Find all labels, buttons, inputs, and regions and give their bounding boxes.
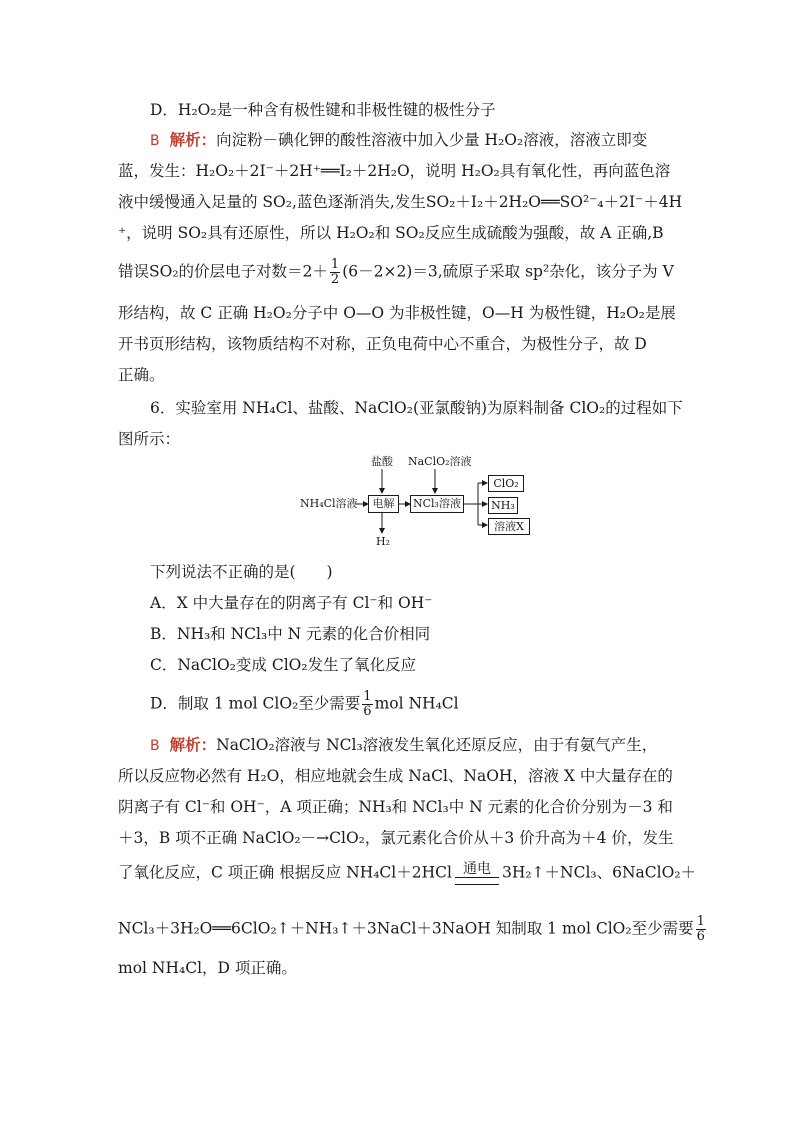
fraction-numerator: 1	[363, 689, 372, 704]
explanation-text: 错误SO₂的价层电子对数＝2＋	[118, 262, 328, 281]
nh4cl-label: NH₄Cl溶液	[300, 497, 358, 510]
analysis-label: 解析：	[169, 130, 217, 149]
electrolysis-condition-arrow	[455, 862, 499, 885]
process-flow-diagram	[300, 455, 530, 550]
option-d	[150, 690, 459, 719]
option-a: A．X 中大量存在的阴离子有 Cl⁻和 OH⁻	[150, 594, 433, 612]
option-text: mol NH₄Cl	[374, 694, 459, 713]
explanation-line	[118, 258, 674, 287]
double-bar-icon	[455, 877, 499, 885]
option-text: D．制取 1 mol ClO₂至少需要	[150, 694, 361, 713]
explanation-text: 向淀粉－碘化钾的酸性溶液中加入少量 H₂O₂溶液，溶液立即变	[216, 131, 648, 149]
answer-letter: B	[150, 738, 160, 754]
fraction	[362, 690, 372, 719]
hcl-label: 盐酸	[371, 455, 393, 468]
h2-label: H₂	[376, 535, 391, 548]
fraction-denominator: 6	[363, 704, 372, 719]
ncl3-box: NCl₃溶液	[410, 495, 464, 513]
explanation-line: ⁺，说明 SO₂具有还原性，所以 H₂O₂和 SO₂反应生成硫酸为强酸，故 A 正确,B	[118, 224, 664, 242]
nh3-box: NH₃	[488, 497, 518, 514]
explanation-text: 3H₂↑＋NCl₃、6NaClO₂＋	[501, 863, 697, 882]
question-stem: 6．实验室用 NH₄Cl、盐酸、NaClO₂(亚氯酸钠)为原料制备 ClO₂的过程如下	[150, 399, 683, 417]
explanation-line: ＋3，B 项不正确 NaClO₂－→ClO₂，氯元素化合价从＋3 价升高为＋4 价，发生	[118, 829, 674, 847]
explanation-line: 液中缓慢通入足量的 SO₂,蓝色逐渐消失,发生SO₂＋I₂＋2H₂O══SO²⁻₄＋2I⁻＋4H	[118, 193, 683, 211]
explanation-line: 所以反应物必然有 H₂O，相应地就会生成 NaCl、NaOH，溶液 X 中大量存在的	[118, 767, 673, 785]
solution-x-box: 溶液X	[488, 518, 530, 535]
explanation-line	[150, 130, 647, 151]
explanation-line: 开书页形结构，该物质结构不对称，正负电荷中心不重合，为极性分子，故 D	[118, 335, 647, 353]
question-prompt: 下列说法不正确的是( )	[150, 563, 333, 581]
fraction-denominator: 6	[696, 929, 705, 944]
explanation-line: 形结构，故 C 正确 H₂O₂分子中 O—O 为非极性键，O—H 为极性键，H₂O₂是展	[118, 304, 676, 322]
explanation-line: 阴离子有 Cl⁻和 OH⁻，A 项正确；NH₃和 NCl₃中 N 元素的化合价分别为－3 和	[118, 798, 673, 816]
explanation-text: (6－2×2)＝3,硫原子采取 sp²杂化，该分子为 V	[342, 262, 674, 281]
answer-letter: B	[150, 133, 160, 149]
naclo2-label: NaClO₂溶液	[408, 455, 472, 468]
explanation-line: 正确。	[118, 366, 165, 384]
explanation-line	[118, 862, 696, 885]
explanation-line	[150, 735, 657, 756]
option-b: B．NH₃和 NCl₃中 N 元素的化合价相同	[150, 625, 431, 643]
option-c: C．NaClO₂变成 ClO₂发生了氧化反应	[150, 656, 417, 674]
explanation-text: NaClO₂溶液与 NCl₃溶液发生氧化还原反应，由于有氨气产生，	[216, 736, 658, 754]
fraction	[696, 915, 706, 944]
fraction-denominator: 2	[330, 272, 340, 287]
explanation-text: 了氧化反应，C 项正确 根据反应 NH₄Cl＋2HCl	[118, 863, 452, 882]
fraction	[330, 258, 340, 287]
fraction-numerator: 1	[330, 257, 340, 272]
clo2-box: ClO₂	[488, 475, 524, 492]
fraction-numerator: 1	[696, 914, 705, 929]
option-d-prev: D．H₂O₂是一种含有极性键和非极性键的极性分子	[150, 101, 496, 119]
question-stem: 图所示：	[118, 430, 181, 448]
condition-label: 通电	[462, 861, 491, 877]
explanation-text: NCl₃＋3H₂O══6ClO₂↑＋NH₃↑＋3NaCl＋3NaOH 知制取 1 mol ClO₂至少需要	[118, 919, 694, 938]
explanation-line: 蓝，发生：H₂O₂＋2I⁻＋2H⁺══I₂＋2H₂O，说明 H₂O₂具有氧化性，再向蓝色溶	[118, 162, 671, 180]
explanation-line	[118, 915, 708, 944]
analysis-label: 解析：	[169, 735, 217, 754]
explanation-line: mol NH₄Cl，D 项正确。	[118, 959, 297, 977]
electrolysis-box: 电解	[368, 495, 399, 513]
